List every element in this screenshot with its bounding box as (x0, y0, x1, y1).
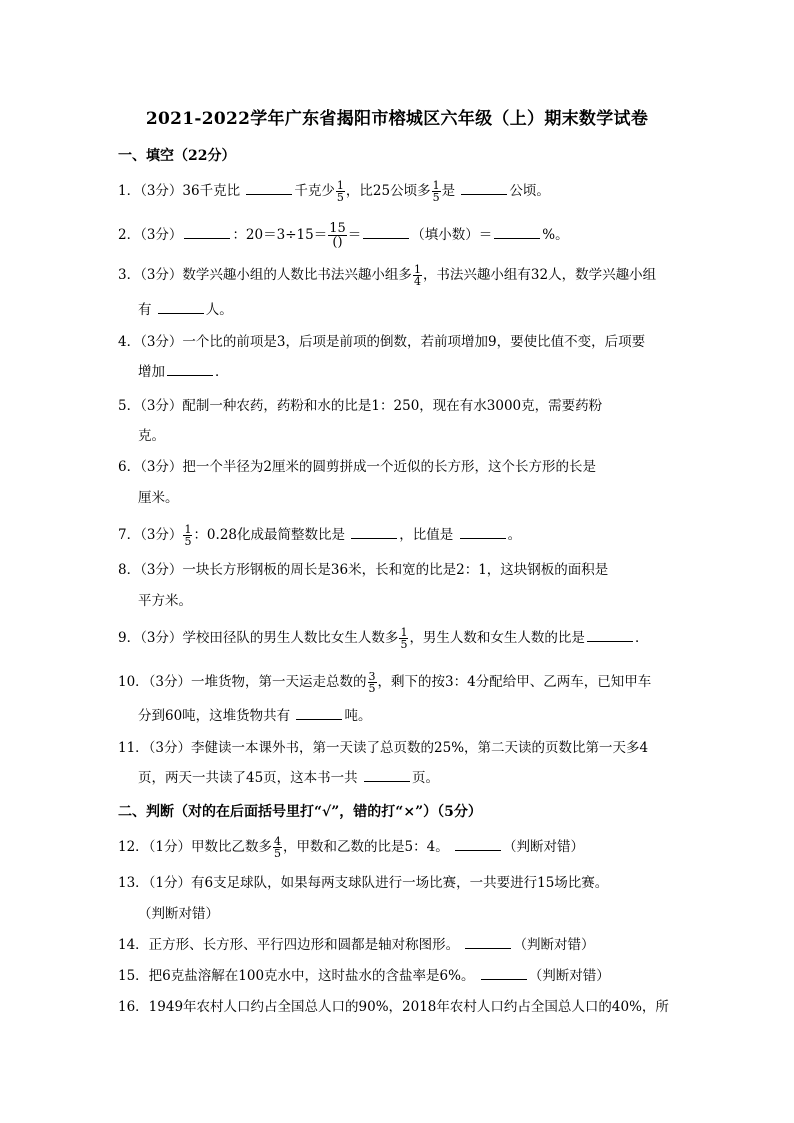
answer-blank[interactable] (587, 628, 633, 642)
answer-blank[interactable] (363, 225, 409, 239)
fraction: $\frac{3}{5}$ (368, 670, 376, 695)
question-2: 2．（3分） ：20＝3÷15＝ $\frac{15}{()}$ ＝ （填小数）＝ %。 (118, 221, 569, 250)
answer-blank[interactable] (494, 225, 540, 239)
question-10: 10．（3分）一堆货物，第一天运走总数的 $\frac{3}{5}$ ，剩下的按3：4分配给甲、乙两车，已知甲车 (118, 670, 652, 695)
answer-blank[interactable] (455, 837, 501, 851)
question-7: 7．（3分） $\frac{1}{5}$ ：0.28化成最简整数比是 ，比值是 。 (118, 523, 522, 548)
fraction: $\frac{4}{5}$ (274, 835, 282, 860)
question-4-cont: 增加 ． (138, 364, 229, 380)
question-5-cont: 克。 (138, 428, 165, 444)
answer-blank[interactable] (364, 768, 410, 782)
question-8: 8．（3分）一块长方形钢板的周长是36米，长和宽的比是2：1，这块钢板的面积是 (118, 562, 609, 578)
fraction: $\frac{1}{5}$ (432, 179, 440, 204)
section-fill-heading: 一、填空（22分） (118, 148, 236, 164)
answer-blank[interactable] (167, 362, 213, 376)
answer-blank[interactable] (461, 181, 507, 195)
question-14: 14．正方形、长方形、平行四边形和圆都是轴对称图形。 （判断对错） (118, 937, 595, 953)
question-13-cont: （判断对错） (138, 906, 219, 922)
question-11: 11．（3分）李健读一本课外书，第一天读了总页数的25%，第二天读的页数比第一天多4 (118, 740, 649, 756)
answer-blank[interactable] (158, 300, 204, 314)
question-3-cont: 有 人。 (138, 302, 233, 318)
answer-blank[interactable] (246, 181, 292, 195)
question-5: 5．（3分）配制一种农药，药粉和水的比是1：250，现在有水3000克，需要药粉 (118, 398, 603, 414)
question-11-cont: 页，两天一共读了45页，这本书一共 页。 (138, 770, 439, 786)
fraction: $\frac{1}{4}$ (413, 263, 421, 288)
section-judge-heading: 二、判断（对的在后面括号里打“√”，错的打“×”）（5分） (118, 804, 482, 820)
question-6-cont: 厘米。 (138, 490, 179, 506)
answer-blank[interactable] (465, 935, 511, 949)
question-16: 16．1949年农村人口约占全国总人口的90%，2018年农村人口约占全国总人口的40%，所 (118, 999, 669, 1015)
question-12: 12．（1分）甲数比乙数多 $\frac{4}{5}$ ，甲数和乙数的比是5：4。 （判断对错） (118, 835, 585, 860)
question-10-cont: 分到60吨，这堆货物共有 吨。 (138, 708, 372, 724)
page-title: 2021-2022学年广东省揭阳市榕城区六年级（上）期末数学试卷 (145, 109, 649, 129)
answer-blank[interactable] (296, 706, 342, 720)
answer-blank[interactable] (351, 525, 397, 539)
fraction: $\frac{1}{5}$ (400, 626, 408, 651)
answer-blank[interactable] (460, 525, 506, 539)
question-15: 15．把6克盐溶解在100克水中，这时盐水的含盐率是6%。 （判断对错） (118, 968, 610, 984)
answer-blank[interactable] (184, 225, 230, 239)
question-1: 1．（3分）36千克比 千克少 $\frac{1}{5}$ ，比25公顷多 $\frac{1}{5}$ 是 公顷。 (118, 179, 550, 204)
question-4: 4．（3分）一个比的前项是3，后项是前项的倒数，若前项增加9，要使比值不变，后项要 (118, 334, 646, 350)
fraction: $\frac{1}{5}$ (336, 179, 344, 204)
answer-blank[interactable] (481, 966, 527, 980)
question-3: 3．（3分）数学兴趣小组的人数比书法兴趣小组多 $\frac{1}{4}$ ，书法兴趣小组有32人，数学兴趣小组 (118, 263, 657, 288)
fraction: $\frac{1}{5}$ (184, 523, 192, 548)
question-6: 6．（3分）把一个半径为2厘米的圆剪拼成一个近似的长方形，这个长方形的长是 (118, 459, 597, 475)
question-9: 9．（3分）学校田径队的男生人数比女生人数多 $\frac{1}{5}$ ，男生人数和女生人数的比是 ． (118, 626, 649, 651)
question-8-cont: 平方米。 (138, 593, 192, 609)
question-13: 13．（1分）有6支足球队，如果每两支球队进行一场比赛，一共要进行15场比赛。 (118, 875, 609, 891)
fraction: $\frac{15}{()}$ (329, 221, 346, 250)
